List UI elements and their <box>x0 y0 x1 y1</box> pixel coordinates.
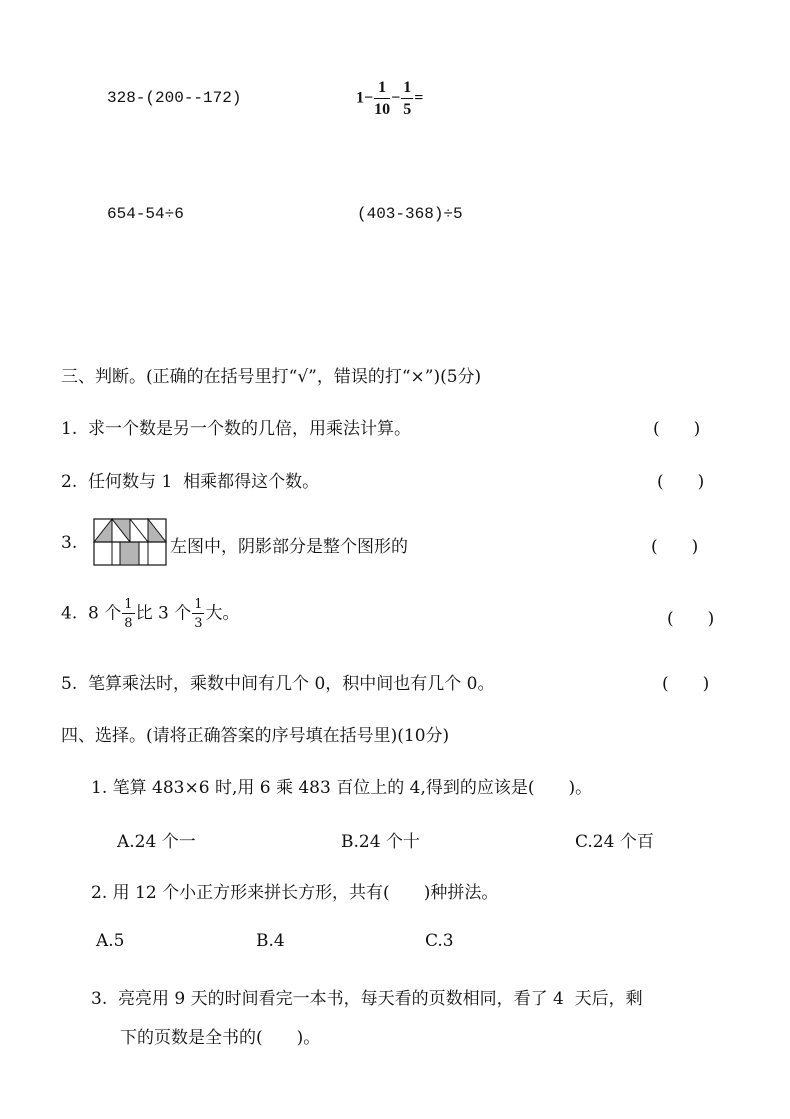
choice-1-option-a[interactable]: A.24 个一 <box>117 832 196 852</box>
choice-2-option-b[interactable]: B.4 <box>256 931 285 951</box>
judge-item-3-number: 3. <box>61 533 78 553</box>
choice-question-2: 2. 用 12 个小正方形来拼长方形，共有( )种拼法。 <box>91 883 499 903</box>
section-4-heading: 四、选择。(请将正确答案的序号填在括号里)(10分) <box>61 726 450 746</box>
choice-2-option-c[interactable]: C.3 <box>425 931 454 951</box>
judge-item-4: 4. 8 个 $\frac{1}{8}$ 比 3 个 $\frac{1}{3}$ 大。 <box>61 597 240 631</box>
judge-item-2: 2. 任何数与 1 相乘都得这个数。 <box>61 472 320 492</box>
answer-paren-3[interactable]: ( ) <box>651 537 699 557</box>
expr-1: 328-(200--172) <box>107 89 242 107</box>
minus-sign: − <box>364 89 374 107</box>
choice-question-3-line-2: 下的页数是全书的( )。 <box>120 1028 321 1048</box>
fraction-1-8: $\frac{1}{8}$ <box>124 597 133 631</box>
answer-paren-5[interactable]: ( ) <box>662 674 710 694</box>
judge-item-5: 5. 笔算乘法时，乘数中间有几个 0，积中间也有几个 0。 <box>61 674 495 694</box>
expr-2-lead: 1 <box>356 89 364 107</box>
answer-paren-2[interactable]: ( ) <box>657 472 705 492</box>
choice-2-option-a[interactable]: A.5 <box>96 931 125 951</box>
judge-item-1: 1. 求一个数是另一个数的几倍，用乘法计算。 <box>61 419 412 439</box>
fraction-1-10: $\frac{1}{10}$ <box>374 79 391 118</box>
answer-paren-4[interactable]: ( ) <box>667 609 715 629</box>
shaded-figure <box>93 518 167 567</box>
section-3-heading: 三、判断。(正确的在括号里打“√”，错误的打“×”)(5分) <box>61 367 482 387</box>
equals-sign: = <box>414 89 424 107</box>
fraction-1-3: $\frac{1}{3}$ <box>194 597 203 631</box>
choice-question-3-line-1: 3. 亮亮用 9 天的时间看完一本书，每天看的页数相同，看了 4 天后，剩 <box>91 989 643 1009</box>
choice-1-option-c[interactable]: C.24 个百 <box>575 832 654 852</box>
minus-sign: − <box>391 89 401 107</box>
expr-4: (403-368)÷5 <box>357 205 463 223</box>
judge-item-3-text: 左图中，阴影部分是整个图形的 <box>170 537 408 557</box>
answer-paren-1[interactable]: ( ) <box>653 419 701 439</box>
fraction-1-5: $\frac{1}{5}$ <box>403 79 412 118</box>
expr-2 <box>356 80 423 118</box>
expr-3: 654-54÷6 <box>107 205 184 223</box>
choice-1-option-b[interactable]: B.24 个十 <box>341 832 420 852</box>
choice-question-1: 1. 笔算 483×6 时,用 6 乘 483 百位上的 4,得到的应该是( )。 <box>91 778 593 798</box>
